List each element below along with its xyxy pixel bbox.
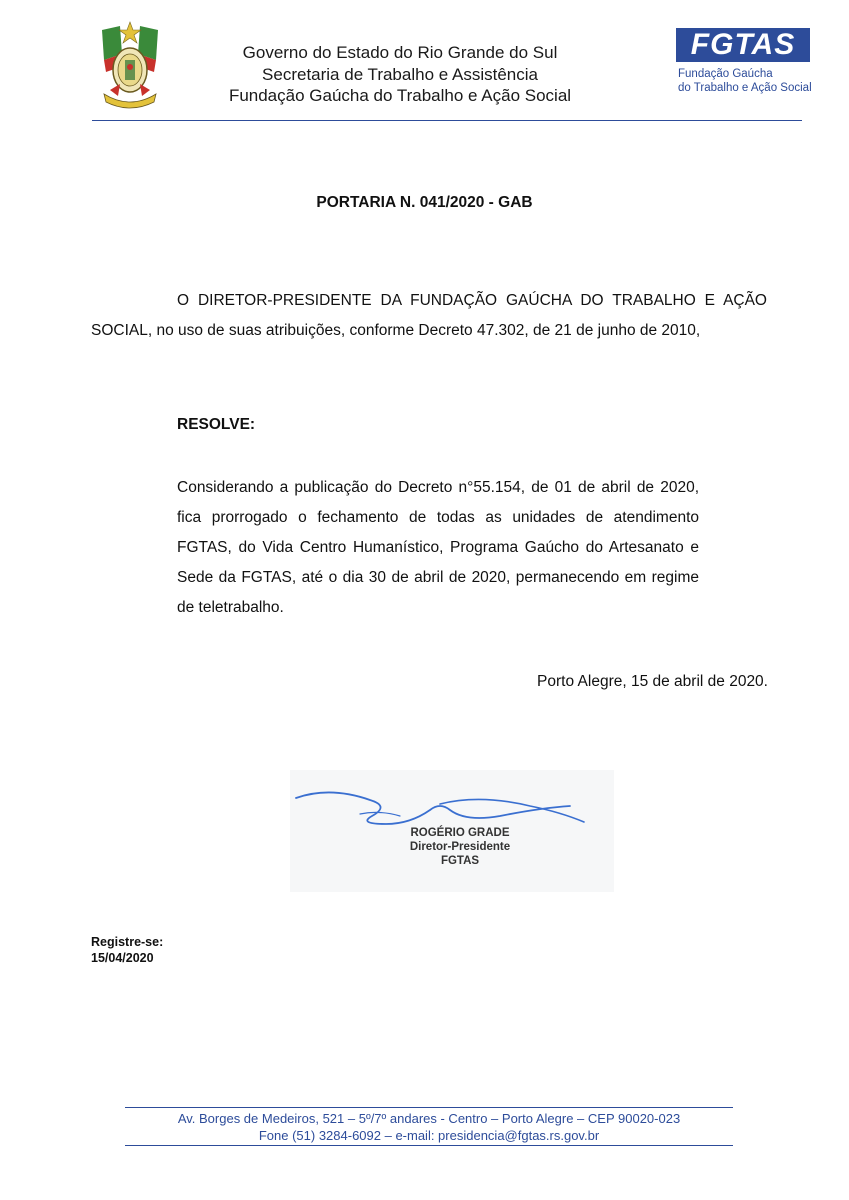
register-note: [91, 934, 163, 966]
signatory-name: ROGÉRIO GRADE: [410, 827, 510, 839]
fgtas-logo-sub1: Fundação Gaúcha: [678, 68, 773, 80]
footer: [125, 1110, 733, 1144]
footer-address: Av. Borges de Medeiros, 521 – 5º/7º andares - Centro – Porto Alegre – CEP 90020-023: [177, 1111, 681, 1126]
signatory-role: Diretor-Presidente: [409, 841, 511, 853]
header-line-secretariat: Secretaria de Trabalho e Assistência: [262, 64, 538, 84]
register-label: Registre-se:: [91, 935, 164, 949]
place-date: Porto Alegre, 15 de abril de 2020.: [537, 673, 768, 690]
signature-block: [290, 770, 614, 892]
signatory: [370, 826, 550, 868]
fgtas-logo-text: FGTAS: [676, 28, 810, 62]
considering-paragraph: Considerando a publicação do Decreto n°55.154, de 01 de abril de 2020, fica prorrogado o fechamento de todas as unidades de atendimento FGTAS, do Vida Centro Humanístico, Programa Gaúcho do Artesanato e Sede da FGTAS, até o dia 30 de abril de 2020, permanecendo em regime de teletrabalho.: [177, 479, 699, 616]
footer-contact: Fone (51) 3284-6092 – e-mail: presidencia@fgtas.rs.gov.br: [258, 1128, 600, 1143]
fgtas-logo-sub2: do Trabalho e Ação Social: [678, 82, 812, 94]
fgtas-logo: [676, 28, 810, 102]
header-divider: [92, 120, 802, 121]
header-text: [190, 42, 610, 107]
register-date: 15/04/2020: [91, 951, 154, 965]
signatory-org: FGTAS: [440, 855, 480, 867]
resolve-heading: RESOLVE:: [177, 416, 256, 433]
header-line-foundation: Fundação Gaúcha do Trabalho e Ação Social: [228, 86, 572, 105]
header-line-government: Governo do Estado do Rio Grande do Sul: [242, 43, 558, 62]
footer-divider-bottom: [125, 1145, 733, 1146]
footer-divider-top: [125, 1107, 733, 1108]
document-title: PORTARIA N. 041/2020 - GAB: [316, 194, 533, 211]
coat-of-arms-icon: [92, 20, 168, 114]
intro-paragraph: O DIRETOR-PRESIDENTE DA FUNDAÇÃO GAÚCHA DO TRABALHO E AÇÃO SOCIAL, no uso de suas atribuições, conforme Decreto 47.302, de 21 de junho de 2010,: [91, 292, 767, 339]
fgtas-logo-subtitle: [678, 67, 812, 95]
